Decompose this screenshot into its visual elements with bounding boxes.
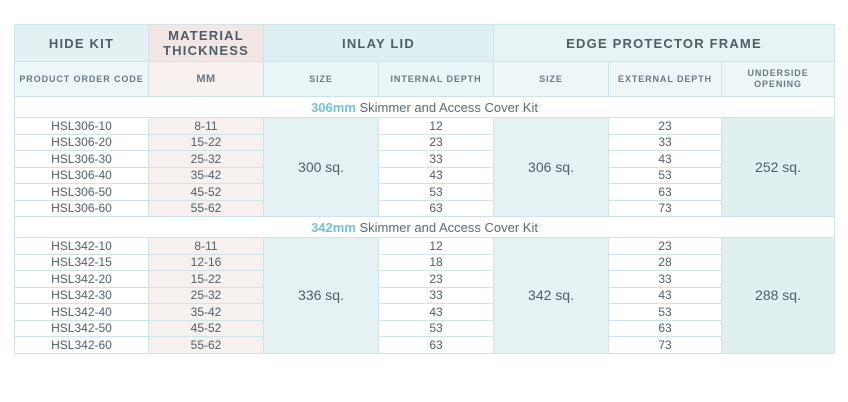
cell-internal-depth: 18 [379, 254, 494, 271]
table-row [15, 151, 835, 168]
cell-product-code: HSL342-50 [15, 320, 149, 337]
cell-edge-size: 306 sq. [494, 118, 609, 217]
cell-internal-depth: 12 [379, 118, 494, 135]
cell-internal-depth: 33 [379, 287, 494, 304]
section-title-text: Skimmer and Access Cover Kit [355, 99, 538, 115]
cell-external-depth: 53 [609, 167, 722, 184]
cell-internal-depth: 53 [379, 184, 494, 201]
cell-product-code: HSL342-40 [15, 304, 149, 321]
cell-internal-depth: 43 [379, 167, 494, 184]
table-row [15, 134, 835, 151]
group-header-hide-kit: HIDE KIT [15, 25, 149, 62]
cell-underside-opening: 288 sq. [722, 238, 835, 354]
cell-product-code: HSL306-40 [15, 167, 149, 184]
table-row [15, 287, 835, 304]
group-header-inlay-lid: INLAY LID [264, 25, 494, 62]
cell-thickness: 35-42 [149, 167, 264, 184]
cell-product-code: HSL342-60 [15, 337, 149, 354]
cell-external-depth: 23 [609, 118, 722, 135]
table-body [15, 97, 835, 354]
cell-thickness: 8-11 [149, 118, 264, 135]
table-row [15, 200, 835, 217]
subheader-mm: MM [149, 62, 264, 97]
cell-external-depth: 63 [609, 320, 722, 337]
cell-thickness: 15-22 [149, 134, 264, 151]
subheader-external-depth: EXTERNAL DEPTH [609, 62, 722, 97]
cell-thickness: 8-11 [149, 238, 264, 255]
cell-external-depth: 53 [609, 304, 722, 321]
section-title-cell [15, 217, 835, 238]
header-subgroup-row [15, 62, 835, 97]
cell-thickness: 45-52 [149, 320, 264, 337]
cell-external-depth: 33 [609, 271, 722, 288]
section-size-label: 306mm [311, 99, 356, 115]
cell-inlay-size: 300 sq. [264, 118, 379, 217]
section-title-row [15, 217, 835, 238]
group-header-edge-protector-frame: EDGE PROTECTOR FRAME [494, 25, 835, 62]
cell-internal-depth: 33 [379, 151, 494, 168]
subheader-internal-depth: INTERNAL DEPTH [379, 62, 494, 97]
cell-external-depth: 28 [609, 254, 722, 271]
cell-internal-depth: 23 [379, 134, 494, 151]
table-header [15, 25, 835, 97]
cell-product-code: HSL306-30 [15, 151, 149, 168]
cell-external-depth: 73 [609, 200, 722, 217]
section-title-cell [15, 97, 835, 118]
table-row [15, 271, 835, 288]
cell-thickness: 55-62 [149, 337, 264, 354]
cell-product-code: HSL306-60 [15, 200, 149, 217]
cell-product-code: HSL342-15 [15, 254, 149, 271]
cell-internal-depth: 53 [379, 320, 494, 337]
section-size-label: 342mm [311, 219, 356, 235]
subheader-product-order-code: PRODUCT ORDER CODE [15, 62, 149, 97]
cell-product-code: HSL306-50 [15, 184, 149, 201]
cell-external-depth: 73 [609, 337, 722, 354]
cell-product-code: HSL306-20 [15, 134, 149, 151]
cell-external-depth: 33 [609, 134, 722, 151]
cell-thickness: 25-32 [149, 151, 264, 168]
cell-internal-depth: 23 [379, 271, 494, 288]
cell-external-depth: 43 [609, 287, 722, 304]
cell-product-code: HSL342-10 [15, 238, 149, 255]
table-row [15, 304, 835, 321]
table-row [15, 118, 835, 135]
cell-internal-depth: 12 [379, 238, 494, 255]
cell-underside-opening: 252 sq. [722, 118, 835, 217]
cell-edge-size: 342 sq. [494, 238, 609, 354]
table-row [15, 238, 835, 255]
cell-thickness: 12-16 [149, 254, 264, 271]
subheader-edge-size: SIZE [494, 62, 609, 97]
section-title-row [15, 97, 835, 118]
table-row [15, 167, 835, 184]
cell-product-code: HSL342-20 [15, 271, 149, 288]
section-title [311, 100, 538, 115]
subheader-underside-opening: UNDERSIDE OPENING [722, 62, 835, 97]
table-row [15, 320, 835, 337]
cell-thickness: 15-22 [149, 271, 264, 288]
cell-internal-depth: 63 [379, 337, 494, 354]
table-row [15, 337, 835, 354]
specification-table [14, 24, 835, 354]
cell-internal-depth: 63 [379, 200, 494, 217]
cell-internal-depth: 43 [379, 304, 494, 321]
group-header-material-thickness: MATERIAL THICKNESS [149, 25, 264, 62]
table-row [15, 184, 835, 201]
cell-external-depth: 23 [609, 238, 722, 255]
cell-thickness: 35-42 [149, 304, 264, 321]
cell-inlay-size: 336 sq. [264, 238, 379, 354]
subheader-inlay-size: SIZE [264, 62, 379, 97]
cell-external-depth: 43 [609, 151, 722, 168]
section-title [311, 220, 538, 235]
table-row [15, 254, 835, 271]
section-title-text: Skimmer and Access Cover Kit [355, 219, 538, 235]
cell-thickness: 45-52 [149, 184, 264, 201]
cell-thickness: 55-62 [149, 200, 264, 217]
header-group-row [15, 25, 835, 62]
cell-product-code: HSL342-30 [15, 287, 149, 304]
cell-product-code: HSL306-10 [15, 118, 149, 135]
cell-thickness: 25-32 [149, 287, 264, 304]
cell-external-depth: 63 [609, 184, 722, 201]
